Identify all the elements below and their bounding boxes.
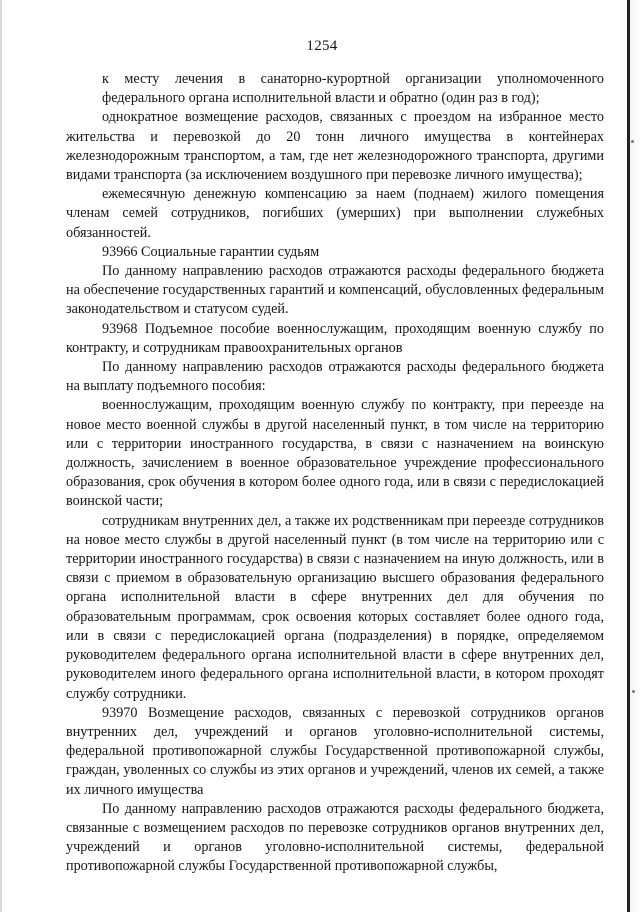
paragraph: ежемесячную денежную компенсацию за наем (поднаем) жилого помещения членам семей сотрудников, погибших (умерших) при выполнении служебных обязанностей.: [66, 186, 604, 241]
section-heading: 93968 Подъемное пособие военнослужащим, проходящим военную службу по контракту, и сотрудникам правоохранительных органов: [66, 320, 604, 356]
document-body: [66, 70, 604, 877]
section-heading: 93966 Социальные гарантии судьям: [102, 243, 320, 260]
scan-border-shadow: [630, 0, 640, 912]
paragraph: к месту лечения в санаторно-курортной организации уполномоченного федерального органа исполнительной власти и обратно (один раз в год);: [102, 71, 604, 107]
page-number: 1254: [306, 38, 338, 54]
paragraph: однократное возмещение расходов, связанных с проездом на избранное место жительства и перевозкой до 20 тонн личного имущества в контейнерах железнодорожным транспортом, а там, где нет железнодорожного транспорта, другими видами транспорта (за исключением воздушного при перевозке личного имущества);: [66, 109, 604, 184]
paragraph: сотрудникам внутренних дел, а также их родственникам при переезде сотрудников на новое место службы в другой населенный пункт (в том числе на территорию или с территории иностранного государства) в связи с назначением на иную должность, или в связи с приемом в образовательную организацию высшего образования федерального органа исполнительной власти в сфере внутренних дел для обучения по образовательным программам, срок освоения которых составляет более одного года, или в связи с передислокацией органа (подразделения) в порядке, определяемом руководителем федерального органа исполнительной власти в сфере внутренних дел, руководителем иного федерального органа исполнительной власти, в котором проходят службу сотрудники.: [66, 512, 604, 702]
paragraph: военнослужащим, проходящим военную службу по контракту, при переезде на новое место военной службы в другой населенный пункт, в том числе на территорию или с территории иностранного государства, в связи с назначением на воинскую должность, зачислением в военное образовательное учреждение профессионального образования, срок обучения в котором более одного года, или в связи с передислокацией воинской части;: [66, 397, 604, 510]
paragraph: По данному направлению расходов отражаются расходы федерального бюджета на выплату подъемного пособия:: [66, 359, 604, 395]
section-heading: 93970 Возмещение расходов, связанных с перевозкой сотрудников органов внутренних дел, учреждений и органов уголовно-исполнительной системы, федеральной противопожарной службы Государственной противопожарной службы, граждан, уволенных со службы из этих органов и учреждений, членов их семей, а также их личного имущества: [66, 704, 604, 798]
scan-page-edge: [627, 0, 630, 912]
scan-speck: [631, 140, 634, 143]
scan-speck: [632, 690, 635, 693]
paragraph: По данному направлению расходов отражаются расходы федерального бюджета на обеспечение государственных гарантий и компенсаций, обусловленных федеральным законодательством и статусом судей.: [66, 263, 604, 318]
paragraph: По данному направлению расходов отражаются расходы федерального бюджета, связанные с возмещением расходов по перевозке сотрудников органов внутренних дел, учреждений и органов уголовно-исполнительной системы, федеральной противопожарной службы Государственной противопожарной службы,: [66, 800, 604, 875]
